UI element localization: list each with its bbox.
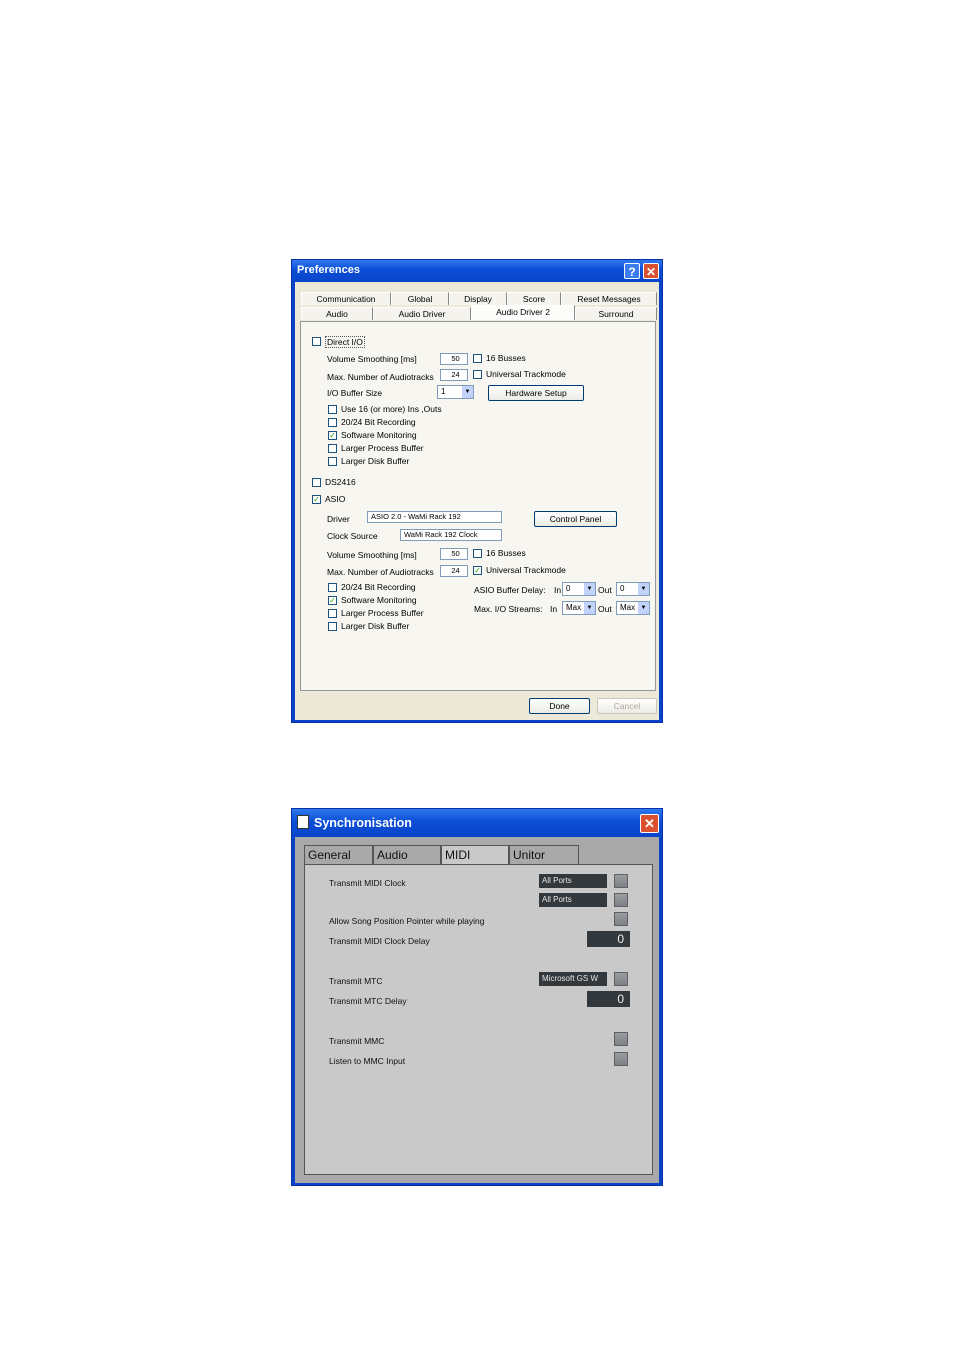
dio-larger-disk-buffer-label: Larger Disk Buffer	[341, 456, 410, 466]
buffer-delay-in-label: In	[554, 585, 562, 595]
asio-max-audiotracks-field[interactable]: 24	[440, 565, 468, 577]
buffer-delay-out-value: 0	[620, 584, 625, 593]
title-bar[interactable]	[292, 260, 662, 282]
asio-universal-trackmode-checkbox[interactable]: ✓	[474, 566, 481, 575]
dio-max-audiotracks-label: Max. Number of Audiotracks	[327, 372, 434, 382]
use-16-ins-outs-label: Use 16 (or more) Ins ,Outs	[341, 404, 442, 414]
tab-communication[interactable]: Communication	[301, 292, 391, 305]
tab-surround[interactable]: Surround	[575, 307, 657, 320]
buffer-delay-in-value: 0	[566, 584, 571, 593]
dio-universal-trackmode-label: Universal Trackmode	[486, 369, 566, 379]
direct-io-checkbox[interactable]	[312, 337, 321, 346]
asio-software-monitoring-label: Software Monitoring	[341, 595, 417, 605]
asio-volume-smoothing-field[interactable]: 50	[440, 548, 468, 560]
max-streams-out-value: Max	[620, 603, 636, 612]
close-button[interactable]: ✕	[640, 814, 659, 833]
audio-driver-2-panel	[300, 321, 656, 691]
midi-clock-port-1[interactable]: All Ports	[539, 874, 607, 888]
transmit-mmc-toggle[interactable]	[614, 1032, 628, 1046]
app-icon	[297, 815, 309, 829]
asio-16-busses-checkbox[interactable]	[473, 549, 482, 558]
dio-2024-bit-label: 20/24 Bit Recording	[341, 417, 416, 427]
listen-mmc-toggle[interactable]	[614, 1052, 628, 1066]
driver-label: Driver	[327, 514, 350, 524]
tab-reset-messages[interactable]: Reset Messages	[561, 292, 657, 305]
buffer-delay-out-label: Out	[598, 585, 612, 595]
io-buffer-size-value: 1	[441, 387, 446, 396]
max-streams-in-value: Max	[566, 603, 582, 612]
buffer-delay-out-select[interactable]	[616, 582, 650, 596]
midi-clock-port-1-toggle[interactable]	[614, 874, 628, 888]
clock-source-field[interactable]: WaMi Rack 192 Clock	[400, 529, 502, 541]
chevron-down-icon: ▼	[638, 602, 649, 614]
midi-clock-delay-label: Transmit MIDI Clock Delay	[329, 936, 430, 946]
transmit-midi-clock-label: Transmit MIDI Clock	[329, 878, 406, 888]
io-buffer-size-label: I/O Buffer Size	[327, 388, 383, 398]
help-button[interactable]: ?	[624, 263, 640, 279]
use-16-ins-outs-checkbox[interactable]	[328, 405, 337, 414]
max-streams-out-label: Out	[598, 604, 612, 614]
clock-source-label: Clock Source	[327, 531, 378, 541]
dio-larger-disk-buffer-checkbox[interactable]	[328, 457, 337, 466]
io-buffer-size-select[interactable]	[437, 385, 474, 399]
midi-panel	[304, 864, 653, 1175]
listen-mmc-label: Listen to MMC Input	[329, 1056, 406, 1066]
asio-buffer-delay-label: ASIO Buffer Delay:	[474, 585, 546, 595]
dio-larger-process-buffer-label: Larger Process Buffer	[341, 443, 424, 453]
tab-audio-driver-2[interactable]: Audio Driver 2	[471, 305, 575, 320]
close-button[interactable]: ✕	[643, 263, 659, 279]
asio-label: ASIO	[325, 494, 346, 504]
chevron-down-icon: ▼	[584, 602, 595, 614]
asio-checkbox[interactable]: ✓	[313, 495, 320, 504]
buffer-delay-in-select[interactable]	[562, 582, 596, 596]
max-streams-out-select[interactable]	[616, 601, 650, 615]
max-io-streams-label: Max. I/O Streams:	[474, 604, 543, 614]
tab-row-top	[301, 292, 659, 306]
dio-software-monitoring-checkbox[interactable]: ✓	[329, 431, 336, 440]
asio-max-audiotracks-label: Max. Number of Audiotracks	[327, 567, 434, 577]
direct-io-label: Direct I/O	[327, 337, 363, 347]
tab-global[interactable]: Global	[391, 292, 449, 305]
dialog-body	[295, 837, 659, 1183]
cancel-button[interactable]: Cancel	[597, 698, 657, 714]
tab-audio[interactable]: Audio	[373, 845, 441, 864]
transmit-mmc-label: Transmit MMC	[329, 1036, 385, 1046]
dio-16-busses-checkbox[interactable]	[473, 354, 482, 363]
tab-audio-driver[interactable]: Audio Driver	[373, 307, 471, 320]
chevron-down-icon: ▼	[462, 386, 473, 398]
done-button[interactable]: Done	[529, 698, 590, 714]
max-streams-in-label: In	[550, 604, 558, 614]
hardware-setup-button[interactable]: Hardware Setup	[488, 385, 584, 401]
asio-larger-process-buffer-checkbox[interactable]	[328, 609, 337, 618]
window-title: Synchronisation	[314, 816, 412, 830]
tab-midi[interactable]: MIDI	[441, 845, 509, 864]
dio-volume-smoothing-field[interactable]: 50	[440, 353, 468, 365]
chevron-down-icon: ▼	[584, 583, 595, 595]
dialog-body	[295, 282, 659, 720]
asio-16-busses-label: 16 Busses	[486, 548, 526, 558]
dio-2024-bit-checkbox[interactable]	[328, 418, 337, 427]
mtc-toggle[interactable]	[614, 972, 628, 986]
tab-audio[interactable]: Audio	[301, 307, 373, 320]
ds2416-checkbox[interactable]	[312, 478, 321, 487]
midi-clock-delay-field[interactable]: 0	[587, 931, 630, 947]
allow-spp-label: Allow Song Position Pointer while playing	[329, 916, 485, 926]
dio-universal-trackmode-checkbox[interactable]	[473, 370, 482, 379]
asio-software-monitoring-checkbox[interactable]: ✓	[329, 596, 336, 605]
synchronisation-window	[291, 808, 663, 1186]
midi-clock-port-2[interactable]: All Ports	[539, 893, 607, 907]
dio-volume-smoothing-label: Volume Smoothing [ms]	[327, 354, 417, 364]
asio-larger-process-buffer-label: Larger Process Buffer	[341, 608, 424, 618]
allow-spp-toggle[interactable]	[614, 912, 628, 926]
asio-larger-disk-buffer-checkbox[interactable]	[328, 622, 337, 631]
mtc-port[interactable]: Microsoft GS W	[539, 972, 607, 986]
mtc-delay-field[interactable]: 0	[587, 991, 630, 1007]
asio-2024-bit-checkbox[interactable]	[328, 583, 337, 592]
transmit-mtc-label: Transmit MTC	[329, 976, 383, 986]
dio-software-monitoring-label: Software Monitoring	[341, 430, 417, 440]
driver-field[interactable]: ASIO 2.0 - WaMi Rack 192	[367, 511, 502, 523]
title-bar[interactable]	[292, 809, 662, 837]
tab-row-bottom	[301, 307, 659, 321]
window-title: Preferences	[297, 264, 360, 276]
tab-unitor[interactable]: Unitor	[509, 845, 579, 864]
dio-max-audiotracks-field[interactable]: 24	[440, 369, 468, 381]
chevron-down-icon: ▼	[638, 583, 649, 595]
tab-general[interactable]: General	[304, 845, 373, 864]
asio-volume-smoothing-label: Volume Smoothing [ms]	[327, 550, 417, 560]
preferences-window	[291, 259, 663, 723]
dio-larger-process-buffer-checkbox[interactable]	[328, 444, 337, 453]
ds2416-label: DS2416	[325, 477, 356, 487]
dio-16-busses-label: 16 Busses	[486, 353, 526, 363]
tab-display[interactable]: Display	[449, 292, 507, 305]
control-panel-button[interactable]: Control Panel	[534, 511, 617, 527]
asio-2024-bit-label: 20/24 Bit Recording	[341, 582, 416, 592]
tab-score[interactable]: Score	[507, 292, 561, 305]
asio-universal-trackmode-label: Universal Trackmode	[486, 565, 566, 575]
mtc-delay-label: Transmit MTC Delay	[329, 996, 407, 1006]
max-streams-in-select[interactable]	[562, 601, 596, 615]
midi-clock-port-2-toggle[interactable]	[614, 893, 628, 907]
asio-larger-disk-buffer-label: Larger Disk Buffer	[341, 621, 410, 631]
